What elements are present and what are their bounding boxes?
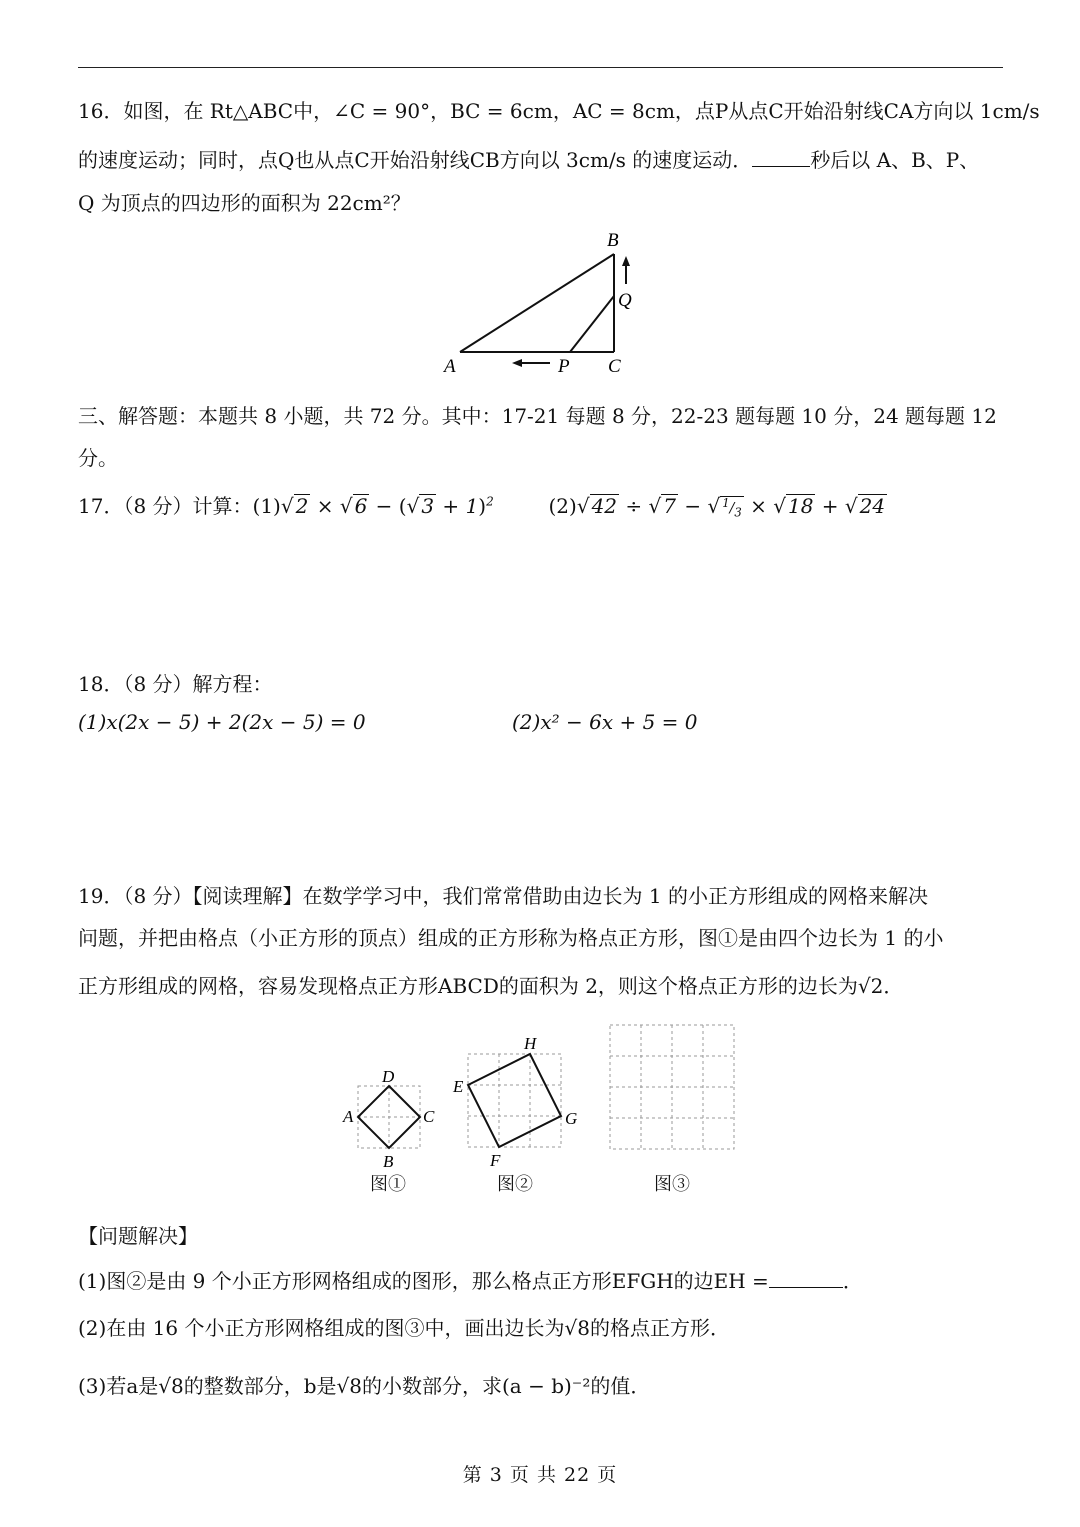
side-ab — [460, 254, 614, 352]
fig3-caption: 图③ — [654, 1174, 690, 1195]
q19-p1-end: ． — [842, 1269, 863, 1293]
fig2-caption: 图② — [497, 1174, 533, 1195]
q18-part2: (2)x² − 6x + 5 = 0 — [512, 710, 698, 734]
section3-line1: 三、解答题：本题共 8 小题，共 72 分。其中：17-21 每题 8 分，22-23 题每题 10 分，24 题每题 12 — [78, 404, 997, 428]
q16-answer-blank[interactable] — [752, 148, 810, 167]
q16-line2-b: 秒后以 A、B、P、 — [810, 148, 980, 172]
q16-triangle-figure — [430, 222, 670, 380]
label-b: B — [607, 230, 619, 251]
header-rule — [78, 67, 1003, 68]
label-b: B — [383, 1152, 394, 1171]
label-h: H — [524, 1034, 537, 1053]
segment-pq — [570, 296, 614, 352]
label-d: D — [382, 1067, 395, 1086]
q18-head: 18．（8 分）解方程： — [78, 672, 273, 696]
arrow-up-head — [622, 256, 630, 266]
section3-line2: 分。 — [78, 446, 118, 470]
square-efgh — [468, 1054, 561, 1147]
q19-p1-text: (1)图②是由 9 个小正方形网格组成的图形，那么格点正方形EFGH的边EH = — [78, 1269, 769, 1293]
q19-figure-1 — [340, 1064, 440, 1174]
arrow-left-head — [512, 359, 522, 367]
q16-line2-a: 的速度运动；同时，点Q也从点C开始沿射线CB方向以 3cm/s 的速度运动． — [78, 148, 753, 172]
q17-head: 17．（8 分）计算： — [78, 494, 253, 518]
q17-part1-expr: √ 2 × √ 6 − (√ 3 + 1)$^2$ — [280, 494, 494, 518]
q16-line1: 16．如图，在 Rt△ABC中，∠C = 90°，BC = 6cm，AC = 8cm，点P从点C开始沿射线CA方向以 1cm/s — [78, 99, 1040, 123]
label-c: C — [608, 356, 621, 377]
label-g: G — [565, 1109, 578, 1128]
q17-part1-prefix: (1) — [252, 494, 281, 518]
q19-p1-answer-blank[interactable] — [769, 1269, 843, 1288]
q17-part2-prefix: (2) — [548, 494, 577, 518]
q19-p3: (3)若a是√8的整数部分，b是√8的小数部分，求(a − b)⁻²的值． — [78, 1374, 651, 1398]
q19-line1: 19．（8 分）【阅读理解】在数学学习中，我们常常借助由边长为 1 的小正方形组成的网格来解决 — [78, 884, 928, 908]
problem-head: 【问题解决】 — [78, 1224, 198, 1248]
q19-figure-2 — [450, 1032, 590, 1172]
q19-p1 — [78, 1265, 863, 1294]
label-p: P — [558, 356, 570, 377]
label-e: E — [453, 1077, 464, 1096]
label-f: F — [490, 1151, 501, 1170]
q19-line2: 问题，并把由格点（小正方形的顶点）组成的正方形称为格点正方形，图①是由四个边长为 1 的小 — [78, 926, 944, 950]
q17-part2-expr: √ 42 ÷ √ 7 − √ $^1/_3$ × √ 18 + √ 24 — [576, 494, 886, 520]
q19-figure-3 — [600, 1015, 750, 1160]
label-a: A — [444, 356, 456, 377]
label-q: Q — [618, 290, 632, 311]
q19-line3: 正方形组成的网格，容易发现格点正方形ABCD的面积为 2，则这个格点正方形的边长为√2． — [78, 974, 904, 998]
label-a: A — [343, 1107, 354, 1126]
fig1-caption: 图① — [370, 1174, 406, 1195]
q16-line3: Q 为顶点的四边形的面积为 22cm²？ — [78, 191, 411, 215]
q18-part1: (1)x(2x − 5) + 2(2x − 5) = 0 — [78, 710, 366, 734]
q19-p2: (2)在由 16 个小正方形网格组成的图③中，画出边长为√8的格点正方形． — [78, 1316, 730, 1340]
label-c: C — [423, 1107, 435, 1126]
q16-line2 — [78, 144, 979, 173]
q17-line — [78, 490, 887, 520]
page-footer: 第 3 页 共 22 页 — [462, 1464, 618, 1486]
